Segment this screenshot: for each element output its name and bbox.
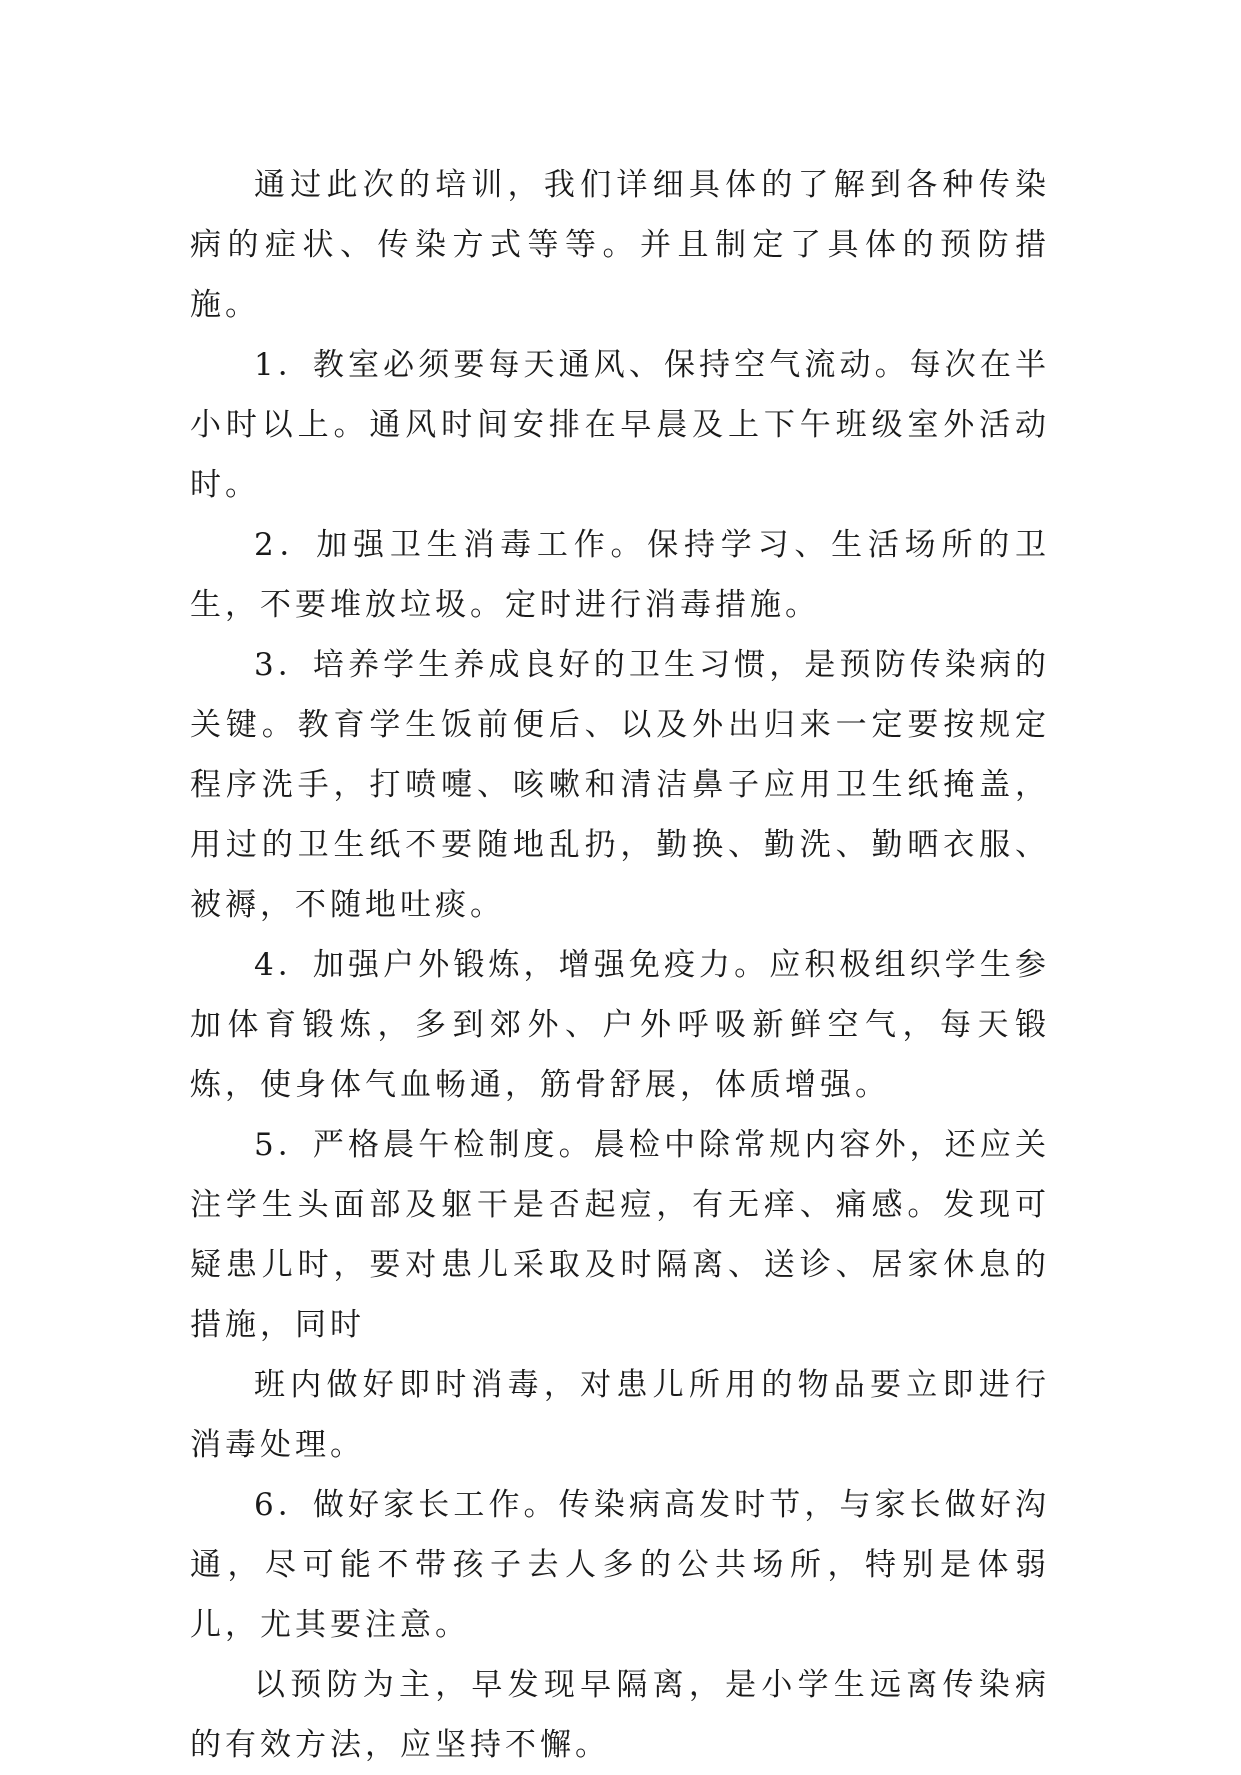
measure-3-paragraph: 3．培养学生养成良好的卫生习惯，是预防传染病的关键。教育学生饭前便后、以及外出归来一定要按规定程序洗手，打喷嚏、咳嗽和清洁鼻子应用卫生纸掩盖，用过的卫生纸不要随地乱扔，勤换、勤洗、勤晒衣服、被褥，不随地吐痰。 xyxy=(190,647,1050,923)
measure-5-paragraph: 5．严格晨午检制度。晨检中除常规内容外，还应关注学生头面部及躯干是否起痘，有无痒、痛感。发现可疑患儿时，要对患儿采取及时隔离、送诊、居家休息的措施，同时 xyxy=(190,1127,1050,1343)
document-body xyxy=(190,155,1050,1775)
measure-2-paragraph: 2．加强卫生消毒工作。保持学习、生活场所的卫生，不要堆放垃圾。定时进行消毒措施。 xyxy=(190,527,1050,623)
measure-6-paragraph: 6．做好家长工作。传染病高发时节，与家长做好沟通，尽可能不带孩子去人多的公共场所，特别是体弱儿，尤其要注意。 xyxy=(190,1487,1050,1643)
measure-4-paragraph: 4．加强户外锻炼，增强免疫力。应积极组织学生参加体育锻炼，多到郊外、户外呼吸新鲜空气，每天锻炼，使身体气血畅通，筋骨舒展，体质增强。 xyxy=(190,947,1050,1103)
intro-paragraph: 通过此次的培训，我们详细具体的了解到各种传染病的症状、传染方式等等。并且制定了具体的预防措施。 xyxy=(190,167,1050,323)
measure-5-continuation-paragraph: 班内做好即时消毒，对患儿所用的物品要立即进行消毒处理。 xyxy=(190,1367,1050,1463)
conclusion-paragraph: 以预防为主，早发现早隔离，是小学生远离传染病的有效方法，应坚持不懈。 xyxy=(190,1667,1050,1763)
measure-1-paragraph: 1．教室必须要每天通风、保持空气流动。每次在半小时以上。通风时间安排在早晨及上下午班级室外活动时。 xyxy=(190,347,1050,503)
